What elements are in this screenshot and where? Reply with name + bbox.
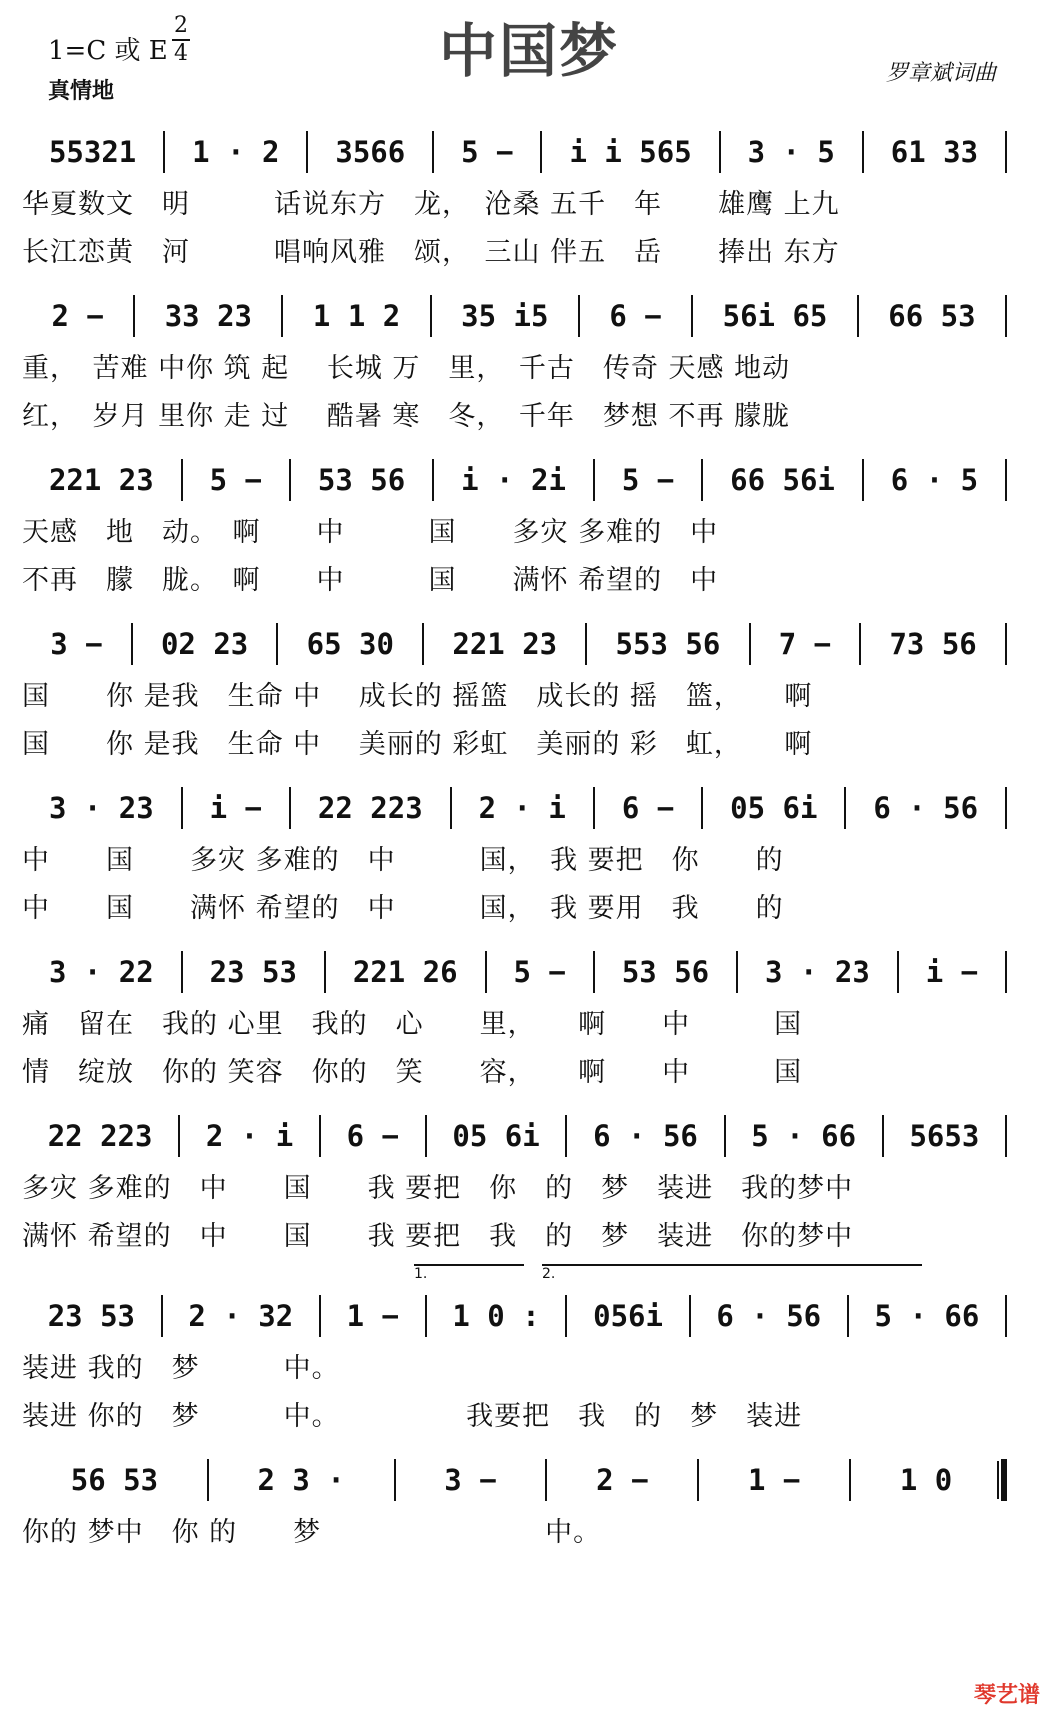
measure: 3 · 23 <box>765 955 870 989</box>
measure: 553 56 <box>615 627 721 661</box>
barline <box>1005 131 1007 173</box>
site-watermark: 琴艺谱 <box>973 1683 1040 1708</box>
measure: 221 23 <box>452 627 558 661</box>
measure: 02 23 <box>160 627 249 661</box>
lyrics-verse-1: 痛 留在 我的 心里 我的 心 里， 啊 中 国 <box>22 1009 803 1040</box>
measure: i − <box>209 791 263 825</box>
notation-row <box>22 1458 1007 1502</box>
measure: i · 2i <box>461 463 566 497</box>
measure: 6 − <box>346 1119 399 1153</box>
lyrics-verse-2: 装进 你的 梦 中。 我要把 我 的 梦 装进 <box>22 1401 803 1432</box>
lyrics-verse-2: 情 绽放 你的 笑容 你的 笑 容， 啊 中 国 <box>22 1057 803 1088</box>
measure: 65 30 <box>306 627 394 661</box>
measure: 23 53 <box>47 1299 136 1333</box>
notation-row <box>22 1294 1007 1338</box>
measure: 056i <box>593 1299 663 1333</box>
lyrics-verse-1: 中 国 多灾 多难的 中 国， 我 要把 你 的 <box>22 845 784 876</box>
measure: 66 53 <box>888 299 976 333</box>
measure: 6 · 5 <box>890 463 979 497</box>
measure: 6 · 56 <box>716 1299 822 1333</box>
measure: 3 − <box>50 627 103 661</box>
measure: 2 3 · <box>257 1463 345 1497</box>
measure: 6 · 56 <box>873 791 979 825</box>
measure: 3 · 5 <box>747 135 835 169</box>
notation-row <box>22 294 1007 338</box>
barline <box>1005 787 1007 829</box>
lyrics-verse-2: 国 你 是我 生命 中 美丽的 彩虹 美丽的 彩 虹， 啊 <box>22 729 813 760</box>
measure: 22 223 <box>317 791 423 825</box>
measure: 53 56 <box>317 463 406 497</box>
measure: 3 − <box>444 1463 497 1497</box>
lyrics-verse-1: 华夏数文 明 话说东方 龙， 沧桑 五千 年 雄鹰 上九 <box>22 189 840 220</box>
measure: 6 − <box>621 791 675 825</box>
measure: 6 − <box>609 299 662 333</box>
lyrics-verse-1: 国 你 是我 生命 中 成长的 摇篮 成长的 摇 篮， 啊 <box>22 681 813 712</box>
key-signature: 1=C 或 E <box>48 36 168 66</box>
measure: 3 · 22 <box>48 955 154 989</box>
notation-row <box>22 130 1007 174</box>
measure: 5 − <box>621 463 675 497</box>
tempo-marking: 真情地 <box>48 79 115 104</box>
measure: 2 · i <box>478 791 566 825</box>
volta-first-ending: 1. <box>414 1264 524 1276</box>
measure: 05 6i <box>730 791 818 825</box>
measure: 5 · 66 <box>874 1299 980 1333</box>
barline <box>1001 1459 1007 1501</box>
measure: 05 6i <box>452 1119 540 1153</box>
measure: 61 33 <box>890 135 979 169</box>
time-bottom: 4 <box>174 41 188 66</box>
measure: 1 0 <box>899 1463 953 1497</box>
barline <box>1005 459 1007 501</box>
measure: 2 − <box>51 299 104 333</box>
measure: 1 1 2 <box>312 299 401 333</box>
barline <box>1005 295 1007 337</box>
measure: 7 − <box>778 627 832 661</box>
measure: 221 26 <box>352 955 458 989</box>
measure: 22 223 <box>47 1119 153 1153</box>
measure: 56i 65 <box>722 299 828 333</box>
lyrics-verse-1: 装进 我的 梦 中。 <box>22 1353 340 1384</box>
measure: 6 · 56 <box>593 1119 698 1153</box>
measure: 66 56i <box>730 463 835 497</box>
notation-row <box>22 786 1007 830</box>
lyrics-verse-1: 天感 地 动。 啊 中 国 多灾 多难的 中 <box>22 517 719 548</box>
measure: 23 53 <box>209 955 297 989</box>
measure: 35 i5 <box>461 299 549 333</box>
measure: 53 56 <box>621 955 710 989</box>
notation-row <box>22 458 1007 502</box>
lyrics-verse-2: 不再 朦 胧。 啊 中 国 满怀 希望的 中 <box>22 565 719 596</box>
measure: 5 − <box>461 135 514 169</box>
lyrics-verse-2: 满怀 希望的 中 国 我 要把 我 的 梦 装进 你的梦中 <box>22 1221 854 1252</box>
lyrics-verse-1: 多灾 多难的 中 国 我 要把 你 的 梦 装进 我的梦中 <box>22 1173 854 1204</box>
measure: 3 · 23 <box>48 791 154 825</box>
volta-second-ending: 2. <box>542 1264 922 1276</box>
time-top: 2 <box>174 13 188 38</box>
measure: 2 − <box>596 1463 649 1497</box>
notation-row <box>22 622 1007 666</box>
lyrics-verse-1: 你的 梦中 你 的 梦 中。 <box>22 1517 602 1548</box>
measure: 56 53 <box>70 1463 159 1497</box>
measure: 1 − <box>346 1299 399 1333</box>
measure: 1 − <box>748 1463 801 1497</box>
measure: 5 · 66 <box>751 1119 857 1153</box>
lyrics-verse-2: 红， 岁月 里你 走 过 酷暑 寒 冬， 千年 梦想 不再 朦胧 <box>22 401 791 432</box>
barline <box>1005 1295 1007 1337</box>
notation-row <box>22 1114 1007 1158</box>
measure: 55321 <box>48 135 137 169</box>
measure: i i 565 <box>569 135 692 169</box>
barline <box>1005 623 1007 665</box>
lyrics-verse-2: 中 国 满怀 希望的 中 国， 我 要用 我 的 <box>22 893 784 924</box>
lyrics-verse-2: 长江恋黄 河 唱响风雅 颂， 三山 伴五 岳 捧出 东方 <box>22 237 840 268</box>
measure: 1 0 : <box>452 1299 540 1333</box>
lyrics-verse-1: 重， 苦难 中你 筑 起 长城 万 里， 千古 传奇 天感 地动 <box>22 353 791 384</box>
measure: 2 · i <box>205 1119 294 1153</box>
measure: i − <box>925 955 979 989</box>
measure: 5653 <box>909 1119 980 1153</box>
song-title: 中国梦 <box>438 17 619 85</box>
measure: 3566 <box>335 135 406 169</box>
measure: 73 56 <box>889 627 977 661</box>
measure: 33 23 <box>164 299 253 333</box>
measure: 5 − <box>209 463 263 497</box>
measure: 221 23 <box>48 463 154 497</box>
measure: 1 · 2 <box>192 135 280 169</box>
barline <box>1005 1115 1007 1157</box>
measure: 2 · 32 <box>188 1299 294 1333</box>
composer-credit: 罗章斌词曲 <box>885 61 996 86</box>
notation-row <box>22 950 1007 994</box>
measure: 5 − <box>513 955 566 989</box>
barline <box>1005 951 1007 993</box>
